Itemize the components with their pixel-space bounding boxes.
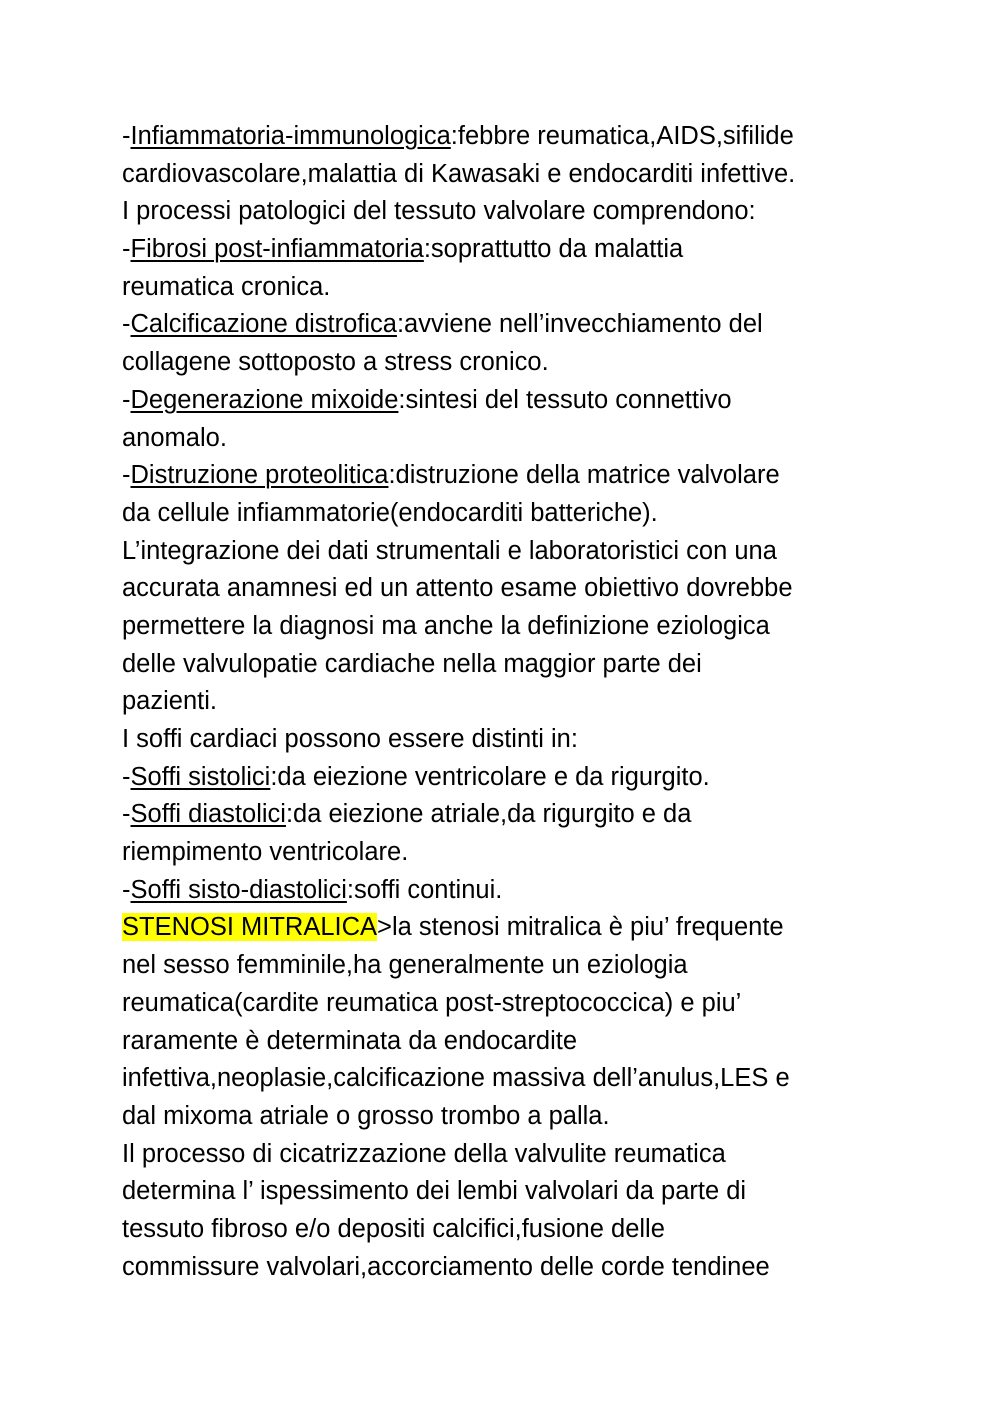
text-line: -Distruzione proteolitica:distruzione della matrice valvolare <box>122 461 780 490</box>
underlined-term: Degenerazione mixoide <box>130 385 399 414</box>
text-line: nel sesso femminile,ha generalmente un eziologia <box>122 951 688 980</box>
text-line: delle valvulopatie cardiache nella maggior parte dei <box>122 649 702 678</box>
text-line: I soffi cardiaci possono essere distinti in: <box>122 725 578 753</box>
text-line: I processi patologici del tessuto valvolare comprendono: <box>122 197 756 226</box>
text-line: permettere la diagnosi ma anche la definizione eziologica <box>122 611 770 640</box>
text-line: reumatica(cardite reumatica post-streptococcica) e piu’ <box>122 988 742 1017</box>
text-line: dal mixoma atriale o grosso trombo a palla. <box>122 1101 610 1130</box>
text-line: reumatica cronica. <box>122 272 331 301</box>
highlighted-heading: STENOSI MITRALICA <box>122 913 378 942</box>
text-line: infettiva,neoplasie,calcificazione massiva dell’anulus,LES e <box>122 1064 790 1093</box>
text-line: tessuto fibroso e/o depositi calcifici,fusione delle <box>122 1214 665 1243</box>
text-line: -Degenerazione mixoide:sintesi del tessuto connettivo <box>122 385 732 414</box>
document-body <box>122 118 922 1286</box>
text-line: raramente è determinata da endocardite <box>122 1026 578 1055</box>
text-line: pazienti. <box>122 687 217 716</box>
text-line: -Soffi sistolici:da eiezione ventricolare e da rigurgito. <box>122 762 710 791</box>
text-line: STENOSI MITRALICA>la stenosi mitralica è piu’ frequente <box>122 913 784 942</box>
text-line: riempimento ventricolare. <box>122 838 409 867</box>
text-line: anomalo. <box>122 423 227 452</box>
underlined-term: Infiammatoria-immunologica <box>130 122 451 150</box>
underlined-term: Soffi sistolici <box>130 762 271 791</box>
text-line: -Fibrosi post-infiammatoria:soprattutto da malattia <box>122 235 684 264</box>
text-line: L’integrazione dei dati strumentali e laboratoristici con una <box>122 536 777 565</box>
text-line: -Soffi diastolici:da eiezione atriale,da rigurgito e da <box>122 800 692 829</box>
underlined-term: Distruzione proteolitica <box>130 461 389 490</box>
text-line: cardiovascolare,malattia di Kawasaki e endocarditi infettive. <box>122 159 796 188</box>
underlined-term: Calcificazione distrofica <box>130 310 397 339</box>
text-line: determina l’ ispessimento dei lembi valvolari da parte di <box>122 1177 747 1206</box>
text-line: collagene sottoposto a stress cronico. <box>122 348 549 377</box>
text-line: -Calcificazione distrofica:avviene nell’invecchiamento del <box>122 310 763 339</box>
text-line: Il processo di cicatrizzazione della valvulite reumatica <box>122 1139 726 1168</box>
text-line: -Infiammatoria-immunologica:febbre reumatica,AIDS,sifilide <box>122 122 794 150</box>
text-line: commissure valvolari,accorciamento delle corde tendinee <box>122 1252 770 1281</box>
text-line: accurata anamnesi ed un attento esame obiettivo dovrebbe <box>122 574 793 603</box>
underlined-term: Soffi diastolici <box>130 800 286 829</box>
underlined-term: Fibrosi post-infiammatoria <box>130 235 424 264</box>
text-line: da cellule infiammatorie(endocarditi batteriche). <box>122 498 658 527</box>
underlined-term: Soffi sisto-diastolici <box>130 875 347 904</box>
text-line: -Soffi sisto-diastolici:soffi continui. <box>122 875 503 904</box>
